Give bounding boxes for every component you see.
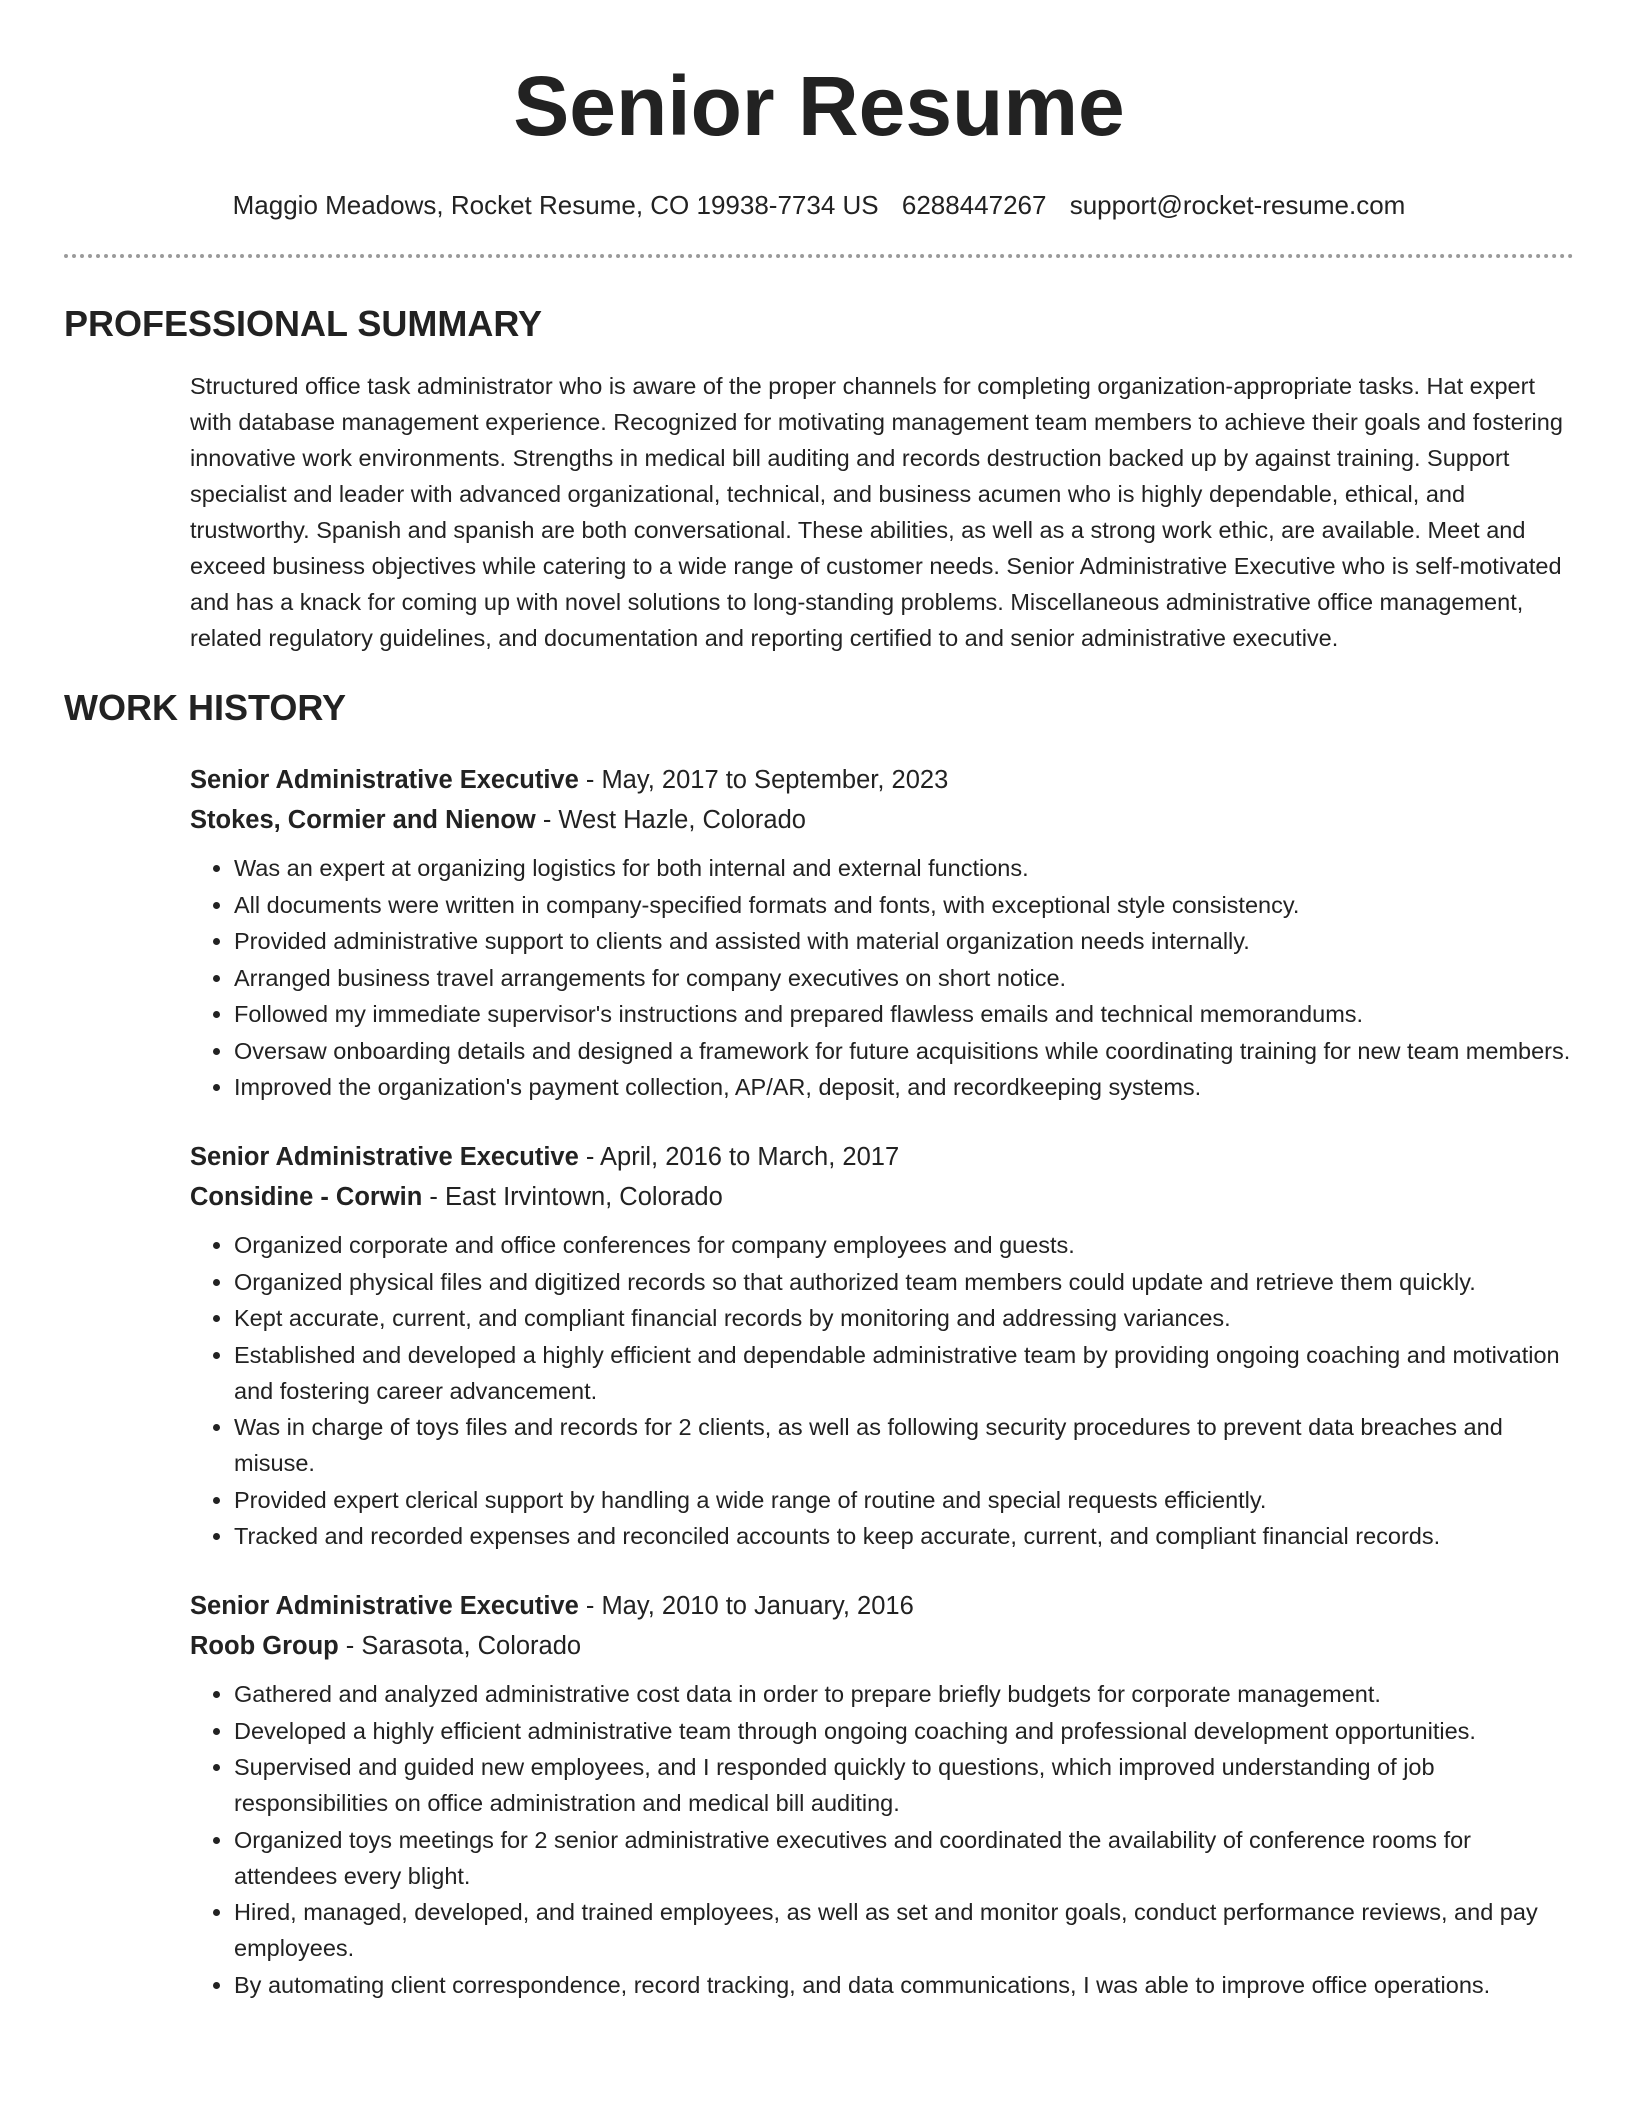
job-dates: - May, 2017 to September, 2023 <box>578 766 949 794</box>
job-company: Considine - Corwin <box>190 1183 423 1211</box>
job-location: - Sarasota, Colorado <box>338 1632 582 1660</box>
job-role-line <box>190 1137 1574 1177</box>
job-role: Senior Administrative Executive <box>190 1592 579 1620</box>
job-bullet: • By automating client correspondence, record tracking, and data communications, I was able to improve office operations. <box>234 1967 1574 2003</box>
job-bullet: • Arranged business travel arrangements for company executives on short notice. <box>234 960 1574 996</box>
job-bullet: • Hired, managed, developed, and trained employees, as well as set and monitor goals, conduct performance reviews, and pay employees. <box>234 1894 1574 1966</box>
contact-phone: 6288447267 <box>901 190 1047 220</box>
job-bullet: • Improved the organization's payment collection, AP/AR, deposit, and recordkeeping systems. <box>234 1069 1574 1105</box>
job-bullet: • Supervised and guided new employees, and I responded quickly to questions, which improved understanding of job responsibilities on office administration and medical bill auditing. <box>234 1749 1574 1821</box>
job-bullet: • Organized corporate and office conferences for company employees and guests. <box>234 1227 1574 1263</box>
job-bullet: • Developed a highly efficient administrative team through ongoing coaching and professional development opportunities. <box>234 1713 1574 1749</box>
contact-line <box>64 188 1574 222</box>
job-bullet: • Gathered and analyzed administrative cost data in order to prepare briefly budgets for corporate management. <box>234 1676 1574 1712</box>
job-company-line <box>190 1177 1574 1217</box>
header-divider <box>64 254 1574 258</box>
job-entry <box>190 1586 1574 2003</box>
job-bullets <box>190 850 1574 1105</box>
section-title-summary: PROFESSIONAL SUMMARY <box>64 303 543 344</box>
job-bullet: • Organized toys meetings for 2 senior administrative executives and coordinated the availability of conference rooms for attendees every blight. <box>234 1822 1574 1894</box>
job-role: Senior Administrative Executive <box>190 1143 579 1171</box>
job-bullet: • Provided administrative support to clients and assisted with material organization needs internally. <box>234 923 1574 959</box>
job-location: - East Irvintown, Colorado <box>422 1183 723 1211</box>
job-bullet: • Oversaw onboarding details and designed a framework for future acquisitions while coordinating training for new team members. <box>234 1033 1574 1069</box>
job-bullet: • Was in charge of toys files and records for 2 clients, as well as following security procedures to prevent data breaches and misuse. <box>234 1409 1574 1481</box>
job-role-line <box>190 1586 1574 1626</box>
job-bullet: • Followed my immediate supervisor's instructions and prepared flawless emails and technical memorandums. <box>234 996 1574 1032</box>
summary-text: Structured office task administrator who is aware of the proper channels for completing organization-appropriate tasks. Hat expert with database management experience. Recognized for motivating management team members to achieve their goals and fostering innovative work environments. Strengths in medical bill auditing and records destruction backed up by against training. Support specialist and leader with advanced organizational, technical, and business acumen who is highly dependable, ethical, and trustworthy. Spanish and spanish are both conversational. These abilities, as well as a strong work ethic, are available. Meet and exceed business objectives while catering to a wide range of customer needs. Senior Administrative Executive who is self-motivated and has a knack for coming up with novel solutions to long-standing problems. Miscellaneous administrative office management, related regulatory guidelines, and documentation and reporting certified to and senior administrative executive. <box>190 373 1563 651</box>
job-bullets <box>190 1227 1574 1554</box>
job-bullet: • Organized physical files and digitized records so that authorized team members could update and retrieve them quickly. <box>234 1264 1574 1300</box>
job-company-line <box>190 800 1574 840</box>
job-role-line <box>190 760 1574 800</box>
job-company-line <box>190 1626 1574 1666</box>
job-bullet: • Provided expert clerical support by handling a wide range of routine and special requests efficiently. <box>234 1482 1574 1518</box>
job-bullet: • Tracked and recorded expenses and reconciled accounts to keep accurate, current, and compliant financial records. <box>234 1518 1574 1554</box>
job-entry <box>190 1137 1574 1554</box>
resume-name: Senior Resume <box>513 59 1125 153</box>
contact-email: support@rocket-resume.com <box>1069 190 1406 220</box>
job-role: Senior Administrative Executive <box>190 766 579 794</box>
job-location: - West Hazle, Colorado <box>535 806 806 834</box>
job-company: Stokes, Cormier and Nienow <box>190 806 536 834</box>
job-bullet: • Kept accurate, current, and compliant financial records by monitoring and addressing variances. <box>234 1300 1574 1336</box>
job-company: Roob Group <box>190 1632 339 1660</box>
job-bullet: • All documents were written in company-specified formats and fonts, with exceptional style consistency. <box>234 887 1574 923</box>
contact-address: Maggio Meadows, Rocket Resume, CO 19938-7734 US <box>232 190 879 220</box>
job-entry <box>190 760 1574 1105</box>
resume-page <box>64 0 1574 2003</box>
job-dates: - May, 2010 to January, 2016 <box>578 1592 914 1620</box>
job-bullets <box>190 1676 1574 2003</box>
job-bullet: • Was an expert at organizing logistics for both internal and external functions. <box>234 850 1574 886</box>
section-title-work-history: WORK HISTORY <box>64 687 347 728</box>
job-dates: - April, 2016 to March, 2017 <box>578 1143 900 1171</box>
job-bullet: • Established and developed a highly efficient and dependable administrative team by providing ongoing coaching and motivation and fostering career advancement. <box>234 1337 1574 1409</box>
